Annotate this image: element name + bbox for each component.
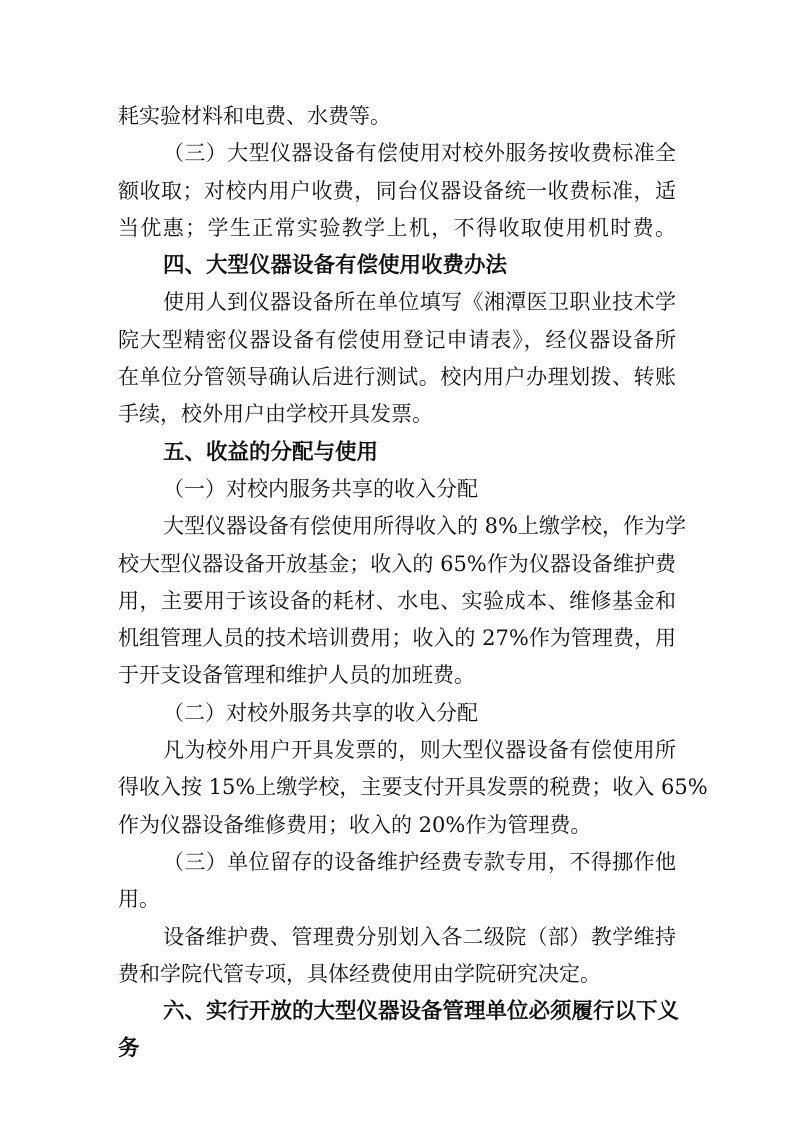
paragraph-line: 作为仪器设备维修费用；收入的 20%作为管理费。 (118, 812, 592, 837)
paragraph-line: 得收入按 15%上缴学校，主要支付开具发票的税费；收入 65% (118, 775, 708, 800)
paragraph-line: （一）对校内服务共享的收入分配 (163, 476, 478, 501)
paragraph-line: （三）单位留存的设备维护经费专款专用，不得挪作他 (163, 849, 676, 874)
paragraph-line: 手续，校外用户由学校开具发票。 (118, 402, 433, 427)
section-heading-line: 五、收益的分配与使用 (163, 439, 379, 465)
paragraph-line: 额收取；对校内用户收费，同台仪器设备统一收费标准，适 (118, 178, 676, 203)
document-body (118, 98, 708, 1068)
paragraph-line: （二）对校外服务共享的收入分配 (163, 700, 478, 725)
section-heading-line: 务 (118, 1036, 140, 1062)
section-heading-line: 六、实行开放的大型仪器设备管理单位必须履行以下义 (163, 999, 680, 1025)
paragraph-line: 校大型仪器设备开放基金；收入的 65%作为仪器设备维护费 (118, 551, 676, 576)
paragraph-line: 耗实验材料和电费、水费等。 (118, 104, 391, 128)
paragraph-line: 凡为校外用户开具发票的，则大型仪器设备有偿使用所 (163, 738, 676, 763)
paragraph-line: 大型仪器设备有偿使用所得收入的 8%上缴学校，作为学 (163, 514, 686, 539)
paragraph-line: （三）大型仪器设备有偿使用对校外服务按收费标准全 (163, 141, 676, 166)
section-heading-line: 四、大型仪器设备有偿使用收费办法 (163, 253, 508, 279)
paragraph-line: 使用人到仪器设备所在单位填写《湘潭医卫职业技术学 (163, 290, 676, 315)
paragraph-line: 于开支设备管理和维护人员的加班费。 (118, 663, 475, 688)
paragraph-line: 在单位分管领导确认后进行测试。校内用户办理划拨、转账 (118, 365, 676, 390)
paragraph-line: 机组管理人员的技术培训费用；收入的 27%作为管理费，用 (118, 626, 676, 651)
paragraph-line: 当优惠；学生正常实验教学上机，不得收取使用机时费。 (118, 215, 676, 240)
paragraph-line: 费和学院代管专项，具体经费使用由学院研究决定。 (118, 961, 601, 986)
paragraph-line: 院大型精密仪器设备有偿使用登记申请表》，经仪器设备所 (118, 327, 676, 352)
paragraph-line: 用。 (118, 887, 160, 912)
paragraph-line: 用，主要用于该设备的耗材、水电、实验成本、维修基金和 (118, 588, 676, 613)
paragraph-line: 设备维护费、管理费分别划入各二级院（部）教学维持 (163, 924, 676, 949)
